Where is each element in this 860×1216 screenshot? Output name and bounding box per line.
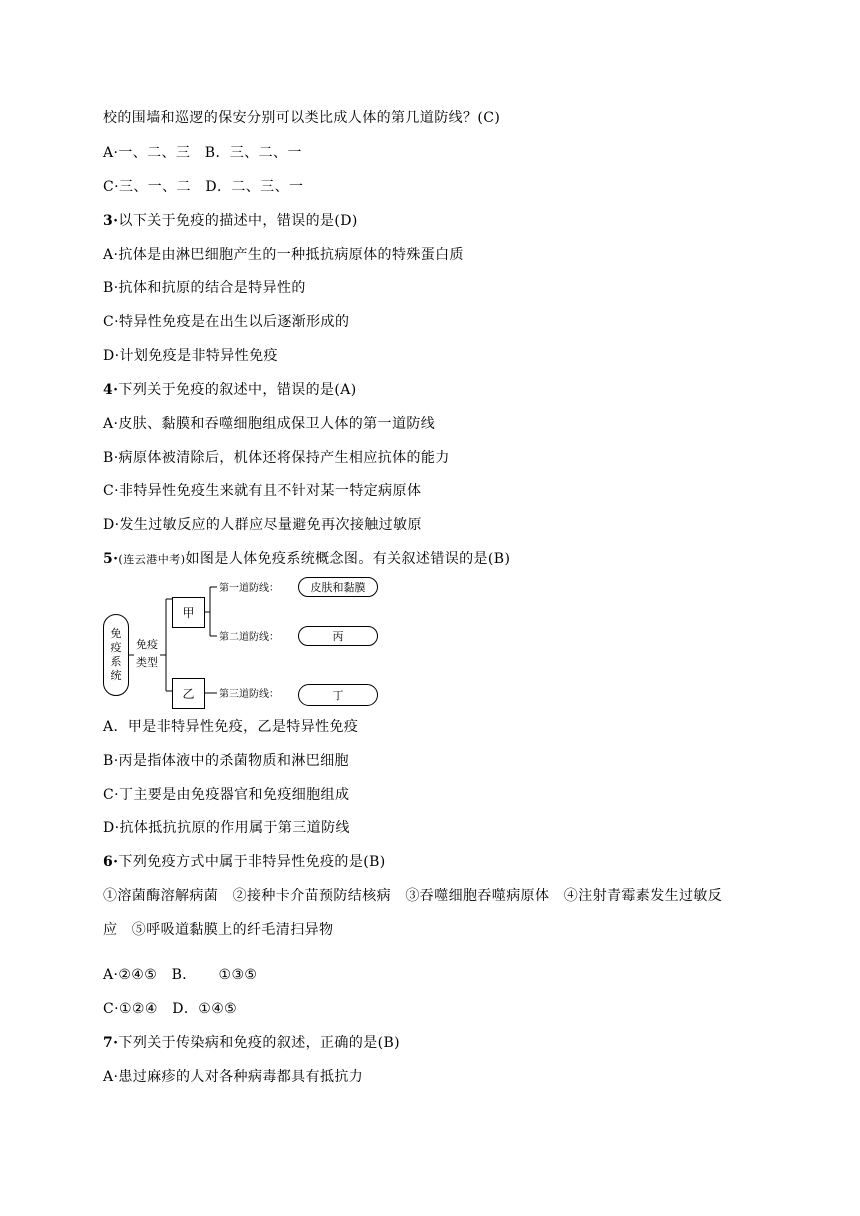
second-line-label: 第二道防线：	[219, 632, 279, 643]
question-number: 5·	[103, 551, 119, 567]
question-text: 以下关于免疫的描述中，错误的是(D)	[118, 213, 358, 229]
ding-text: 丁	[332, 689, 344, 702]
option-line: A·抗体是由淋巴细胞产生的一种抵抗病原体的特殊蛋白质	[103, 247, 464, 263]
option-line: A·患过麻疹的人对各种病毒都具有抵抗力	[103, 1069, 364, 1085]
bing-text: 丙	[332, 630, 344, 643]
option-line: C·特异性免疫是在出生以后逐渐形成的	[103, 314, 350, 330]
question-source: (连云港中考)	[118, 553, 186, 566]
system-char: 系	[110, 655, 122, 668]
system-char: 免	[110, 627, 122, 640]
option-line: B·抗体和抗原的结合是特异性的	[103, 280, 306, 296]
immune-type-label: 免疫	[136, 638, 158, 651]
option-line: C·丁主要是由免疫器官和免疫细胞组成	[103, 787, 350, 803]
question-4	[103, 380, 357, 400]
option-line: C·①②④ D．①④⑤	[103, 1001, 238, 1017]
immune-system-diagram	[103, 574, 393, 714]
option-line: A．甲是非特异性免疫，乙是特异性免疫	[103, 719, 359, 735]
question-7	[103, 1033, 400, 1053]
option-line: C·三、一、二 D．二、三、一	[103, 179, 304, 195]
question-number: 4·	[103, 382, 119, 398]
system-char: 疫	[110, 641, 122, 654]
question-5	[103, 549, 510, 570]
question-number: 7·	[103, 1035, 119, 1051]
option-line: D·计划免疫是非特异性免疫	[103, 348, 278, 364]
question-number: 6·	[103, 854, 119, 870]
yi-label: 乙	[182, 687, 195, 701]
question-text: 下列关于传染病和免疫的叙述，正确的是(B)	[118, 1035, 401, 1051]
option-line: B·丙是指体液中的杀菌物质和淋巴细胞	[103, 753, 349, 769]
question-text: 如图是人体免疫系统概念图。有关叙述错误的是(B)	[185, 551, 511, 567]
option-line: B·病原体被清除后，机体还将保持产生相应抗体的能力	[103, 450, 450, 466]
immune-type-label: 类型	[136, 656, 158, 669]
statement-line: 应 ⑤呼吸道黏膜上的纤毛清扫异物	[103, 922, 334, 938]
option-line: A·一、二、三 B．三、二、一	[103, 145, 302, 161]
first-line-label: 第一道防线：	[219, 583, 279, 594]
question-6	[103, 852, 386, 872]
question-3	[103, 211, 358, 231]
option-line: C·非特异性免疫生来就有且不针对某一特定病原体	[103, 483, 422, 499]
third-line-label: 第三道防线：	[219, 689, 279, 700]
option-line: D·发生过敏反应的人群应尽量避免再次接触过敏原	[103, 517, 422, 533]
question-text: 下列关于免疫的叙述中，错误的是(A)	[118, 382, 357, 398]
option-line: A·皮肤、黏膜和吞噬细胞组成保卫人体的第一道防线	[103, 416, 436, 432]
system-char: 统	[110, 669, 122, 682]
jia-label: 甲	[182, 606, 195, 620]
line-q2-cont: 校的围墙和巡逻的保安分别可以类比成人体的第几道防线？(C)	[103, 110, 501, 126]
statement-line: ①溶菌酶溶解病菌 ②接种卡介苗预防结核病 ③吞噬细胞吞噬病原体 ④注射青霉素发生过敏反	[103, 888, 723, 904]
skin-mucosa-text: 皮肤和黏膜	[310, 581, 366, 594]
option-line: A·②④⑤ B． ①③⑤	[103, 967, 258, 983]
option-line: D·抗体抵抗抗原的作用属于第三道防线	[103, 820, 350, 836]
question-number: 3·	[103, 213, 119, 229]
question-text: 下列免疫方式中属于非特异性免疫的是(B)	[118, 854, 386, 870]
